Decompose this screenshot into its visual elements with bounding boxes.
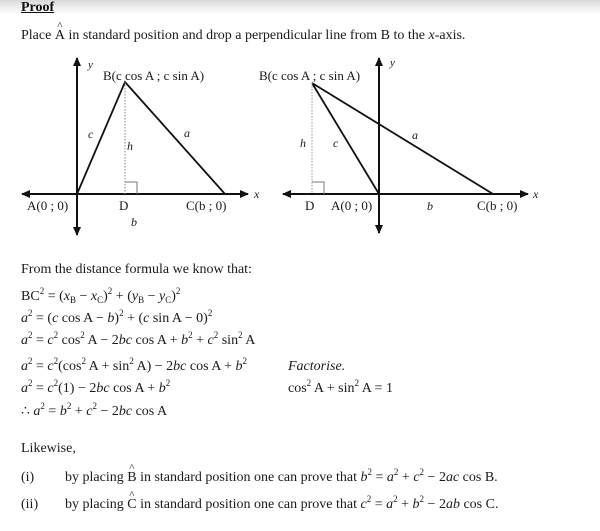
case-1-formula: $b^2 = a^2 + c^2 - 2ac$ cos B. [360, 467, 498, 485]
angle-a-hat: ^ A [55, 28, 65, 44]
c-label-1: C(b ; 0) [186, 198, 227, 213]
side-c-1: c [88, 127, 94, 141]
step-5: $a^2 = c^2(1) - 2bc$ $\cos A + b^2$ [21, 378, 171, 396]
likewise-text: Likewise, [21, 441, 76, 456]
step-1: $BC^2 = (x_B - x_C)^2 + (y_B - y_C)^2$ [21, 286, 181, 305]
case-1-number: (i) [21, 470, 35, 485]
x-label-2: x [533, 187, 539, 201]
case-1-after: in standard position one can prove that [136, 470, 361, 485]
d-label-2: D [305, 198, 315, 213]
intro-text-1: Place [21, 28, 55, 43]
step-6-conclusion: ∴ $a^2 = b^2 + c^2 - 2bc$ cos A [21, 401, 168, 419]
right-angle-2 [312, 182, 324, 194]
y-label-1: y [88, 59, 93, 71]
step-3: $a^2 = c^2$ $\cos^2 A - 2bc$ $\cos A + b^2 + c^2$ $\sin^2 A$ [21, 330, 256, 348]
note-identity: $\cos^2 A + \sin^2 A = 1$ [288, 378, 393, 396]
b-label-2: B(c cos A ; c sin A) [259, 68, 361, 83]
a-label-2: A(0 ; 0) [331, 198, 373, 213]
triangle-2 [312, 83, 493, 194]
right-angle-1 [125, 182, 137, 194]
base-b-1: b [131, 215, 137, 229]
diagram-obtuse [259, 57, 539, 233]
side-c-2: c [333, 136, 339, 150]
case-2-number: (ii) [21, 497, 39, 512]
case-2-text [65, 494, 499, 513]
triangle-diagrams [0, 0, 600, 250]
side-a-1: a [184, 126, 190, 140]
distance-intro: From the distance formula we know that: [21, 262, 252, 277]
angle-c-hat: ^ C [127, 497, 136, 513]
note-factorise: Factorise. [288, 359, 346, 374]
height-h-2: h [300, 136, 306, 150]
angle-b-hat: ^ B [127, 470, 136, 486]
diagram-acute [22, 58, 260, 235]
case-1-text [65, 467, 498, 486]
intro-xvar: x [428, 28, 435, 43]
triangle-1 [77, 82, 225, 194]
proof-heading: Proof [21, 0, 55, 15]
side-a-2: a [412, 128, 418, 142]
step-2: $a^2 = (c$ cos A − b)$^2$ + (c sin A − 0)$^2$ [21, 308, 213, 326]
case-2-formula: $c^2 = a^2 + b^2 - 2ab$ cos C. [360, 494, 499, 512]
x-label-1: x [254, 187, 260, 201]
height-h-1: h [127, 139, 133, 153]
a-label-1: A(0 ; 0) [27, 198, 69, 213]
case-1-before: by placing [65, 470, 128, 485]
case-2-before: by placing [65, 497, 128, 512]
b-label-1: B(c cos A ; c sin A) [103, 68, 205, 83]
intro-text-3: -axis. [434, 28, 466, 43]
case-2-after: in standard position one can prove that [136, 497, 361, 512]
y-label-2: y [390, 57, 395, 69]
intro-text-2: in standard position and drop a perpendicular line from B to the [64, 28, 429, 43]
step-4: $a^2 = c^2(\cos^2$ $A + \sin^2 A) - 2bc$ $\cos A + b^2$ [21, 356, 248, 374]
base-b-2: b [427, 199, 433, 213]
d-label-1: D [119, 198, 129, 213]
c-label-2: C(b ; 0) [477, 198, 518, 213]
